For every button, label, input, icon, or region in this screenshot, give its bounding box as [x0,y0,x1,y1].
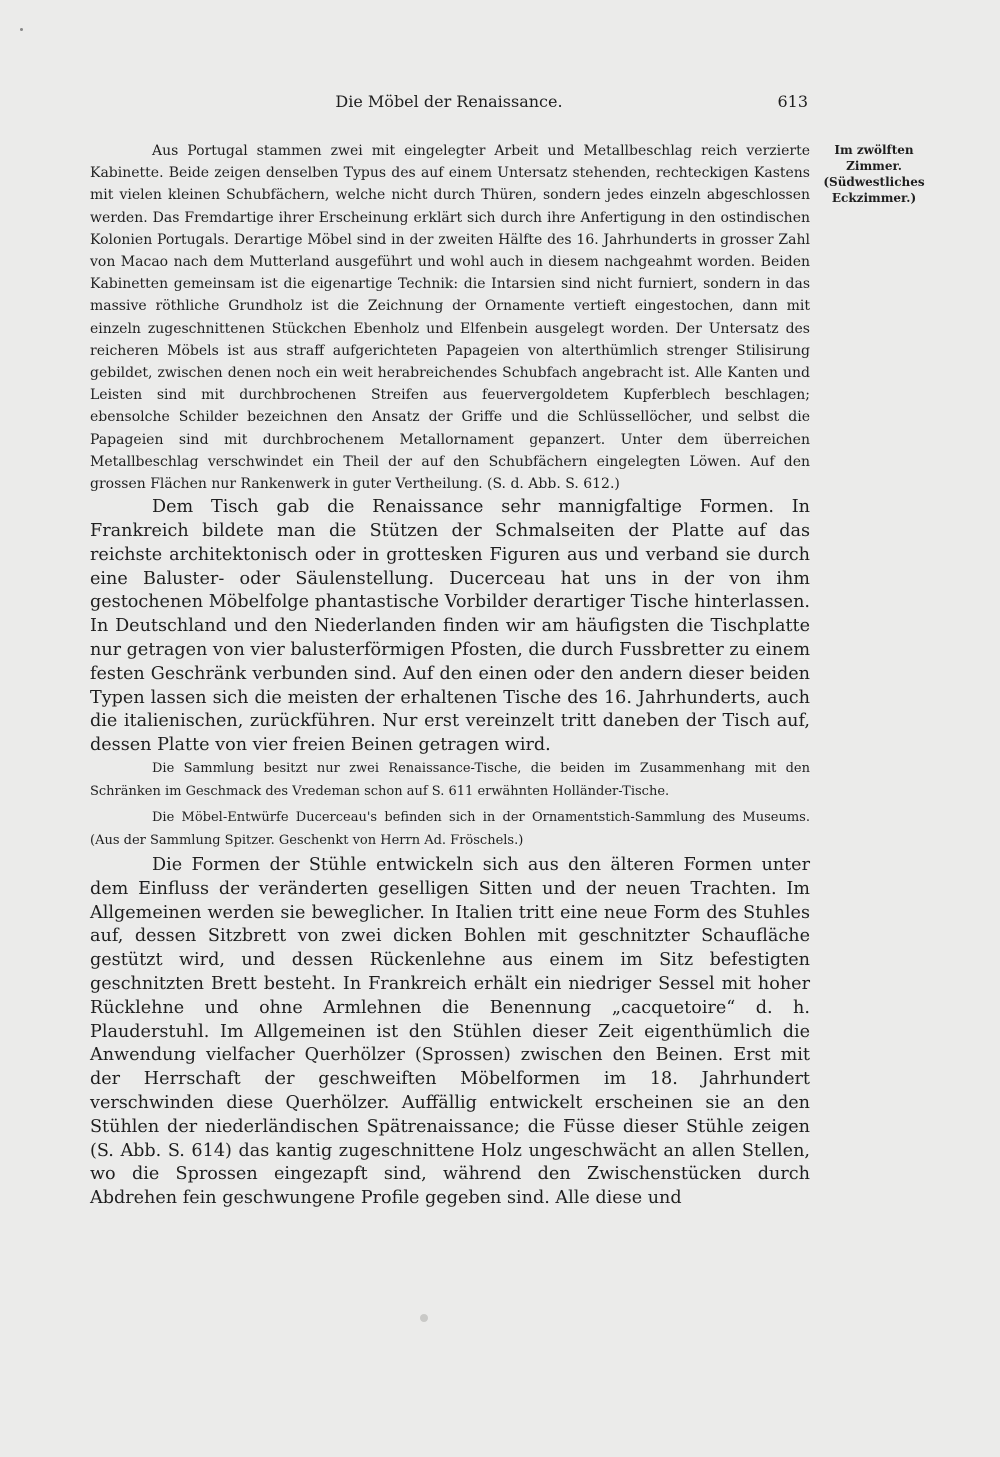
paragraph-portugal-cabinets: Aus Portugal stammen zwei mit eingelegter Arbeit und Metallbeschlag reich verzierte Kabinette. Beide zeigen denselben Typus des auf einem Untersatz stehenden, rechteckigen Kastens mit vielen kleinen Schubfächern, welche nicht durch Thüren, sondern jedes einzeln abgeschlossen werden. Das Fremdartige ihrer Erscheinung erklärt sich durch ihre Anfertigung in den ostindischen Kolonien Portugals. Derartige Möbel sind in der zweiten Hälfte des 16. Jahrhunderts in grosser Zahl von Macao nach dem Mutterland ausgeführt und wohl auch in diesem nachgeahmt worden. Beiden Kabinetten gemeinsam ist die eigenartige Technik: die Intarsien sind nicht furniert, sondern in das massive röthliche Grundholz ist die Zeichnung der Ornamente vertieft eingestochen, dann mit einzeln zugeschnittenen Stückchen Ebenholz und Elfenbein ausgelegt worden. Der Untersatz des reicheren Möbels ist aus straff aufgerichteten Papageien von alterthümlich strenger Stilisirung gebildet, zwischen denen noch ein weit herabreichendes Schubfach angebracht ist. Alle Kanten und Leisten sind mit durchbrochenen Streifen aus feuervergoldetem Kupferblech beschlagen; ebensolche Schilder bezeichnen den Ansatz der Griffe und die Schlüssellöcher, und selbst die Papageien sind mit durchbrochenem Metallornament gepanzert. Unter dem überreichen Metallbeschlag verschwindet ein Theil der auf den Schubfächern eingelegten Löwen. Auf den grossen Flächen nur Rankenwerk in guter Vertheilung. (S. d. Abb. S. 612.) [90,143,810,493]
note-renaissance-tables: Die Sammlung besitzt nur zwei Renaissance-Tische, die beiden im Zusammenhang mit den Schränken im Geschmack des Vredeman schon auf S. 611 erwähnten Holländer-Tische. [90,761,810,799]
running-title: Die Möbel der Renaissance. [335,92,563,111]
marginal-note-line: Eckzimmer.) [831,191,917,205]
scan-mark [420,1314,428,1322]
marginal-note-line: Zimmer. [846,159,902,173]
paragraph-chairs: Die Formen der Stühle entwickeln sich aus den älteren Formen unter dem Einfluss der veränderten geselligen Sitten und der neuen Trachten. Im Allgemeinen werden sie beweglicher. In Italien tritt eine neue Form des Stuhles auf, dessen Sitzbrett von zwei dicken Bohlen mit geschnitzter Schaufläche gestützt wird, und dessen Rückenlehne aus einem im Sitz befestigten geschnitzten Brett besteht. In Frankreich erhält ein niedriger Sessel mit hoher Rücklehne und ohne Armlehnen die Benennung „cacquetoire“ d. h. Plauderstuhl. Im Allgemeinen ist den Stühlen dieser Zeit eigenthümlich die Anwendung vielfacher Querhölzer (Sprossen) zwischen den Beinen. Erst mit der Herrschaft der geschweiften Möbelformen im 18. Jahrhundert verschwinden diese Querhölzer. Auffällig entwickelt erscheinen sie an den Stühlen der niederländischen Spätrenaissance; die Füsse dieser Stühle zeigen (S. Abb. S. 614) das kantig zugeschnittene Holz ungeschwächt an allen Stellen, wo die Sprossen eingezapft sind, während den Zwischenstücken durch Abdrehen fein geschwungene Profile gegeben sind. Alle diese und [90,855,810,1209]
note-ducerceau-designs: Die Möbel-Entwürfe Ducerceau's befinden sich in der Ornamentstich-Sammlung des Museums. (Aus der Sammlung Spitzer. Geschenkt von Herrn Ad. Fröschels.) [90,810,810,848]
marginal-note-line: (Südwestliches [823,175,925,189]
scan-speck [20,28,23,31]
marginal-note [818,142,930,206]
marginal-note-line: Im zwölften [834,143,914,157]
paragraph-tables: Dem Tisch gab die Renaissance sehr mannigfaltige Formen. In Frankreich bildete man die Stützen der Schmalseiten der Platte auf das reichste architektonisch oder in grottesken Figuren aus und verband sie durch eine Baluster- oder Säulenstellung. Ducerceau hat uns in der von ihm gestochenen Möbelfolge phantastische Vorbilder derartiger Tische hinterlassen. In Deutschland und den Niederlanden finden wir am häufigsten die Tischplatte nur getragen von vier balusterförmigen Pfosten, die durch Fussbretter zu einem festen Geschränk verbunden sind. Auf den einen oder den andern dieser beiden Typen lassen sich die meisten der erhaltenen Tische des 16. Jahrhunderts, auch die italienischen, zurückführen. Nur erst vereinzelt tritt daneben der Tisch auf, dessen Platte von vier freien Beinen getragen wird. [90,497,810,756]
page-body [90,140,810,1211]
page-header [90,92,808,116]
page-number: 613 [777,92,808,111]
